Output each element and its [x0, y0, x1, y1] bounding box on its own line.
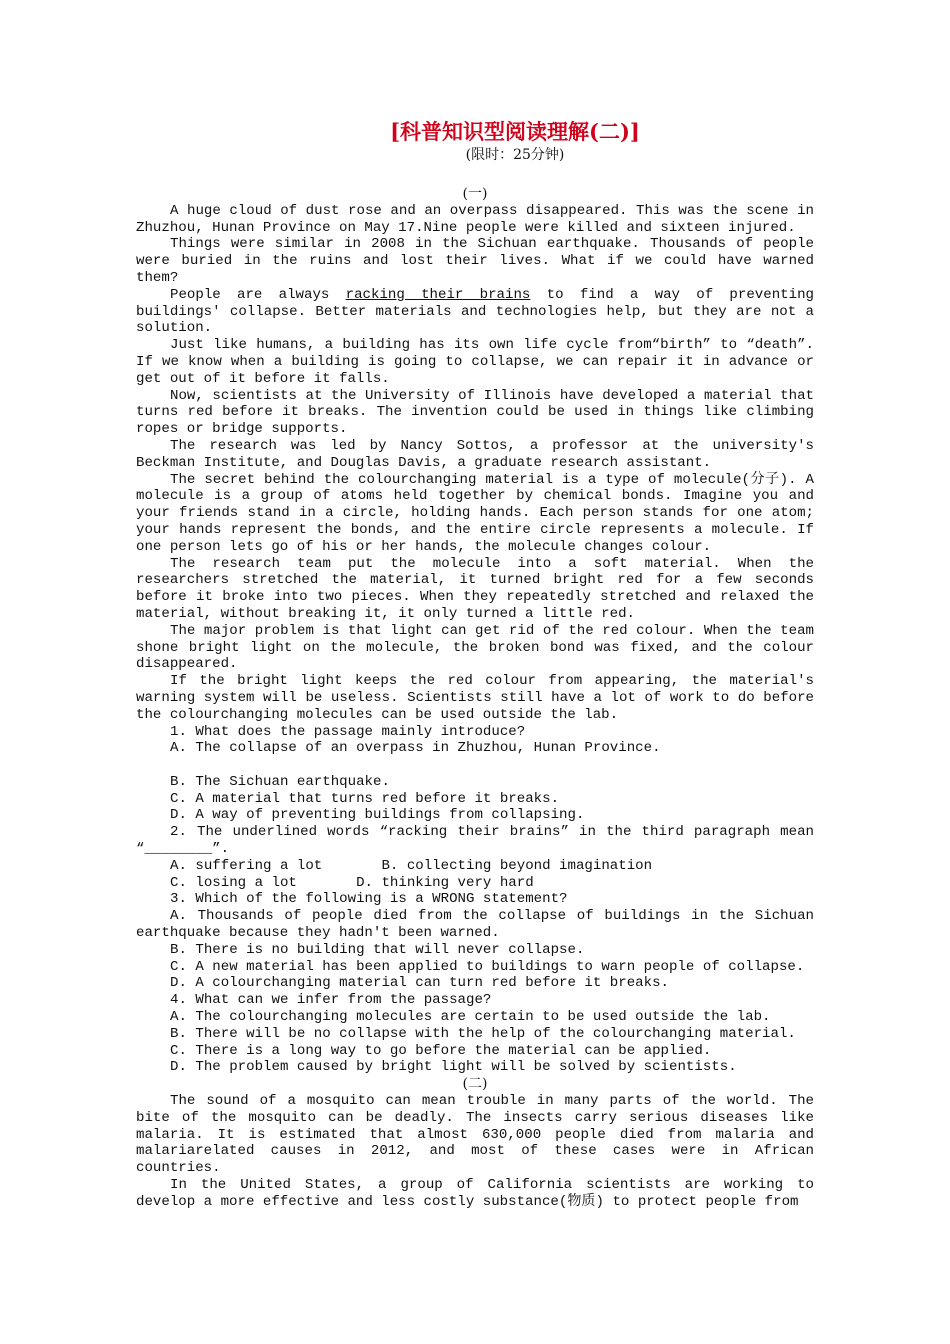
question-stem: 3. Which of the following is a WRONG statement? [170, 891, 568, 908]
option: D. The problem caused by bright light will be solved by scientists. [170, 1059, 737, 1076]
question-stem: 4. What can we infer from the passage? [170, 992, 492, 1009]
paragraph: If the bright light keeps the red colour from appearing, the material's warning system will be useless. Scientists still have a lot of work to do before the colourchanging molecules can be used outside the lab. [136, 673, 814, 723]
question-stem: 2. The underlined words “racking their brains” in the third paragraph mean “________”. [136, 824, 814, 858]
time-limit: (限时：25分钟) [465, 147, 565, 163]
paragraph: Just like humans, a building has its own life cycle from“birth” to “death”. If we know when a building is going to collapse, we can repair it in advance or get out of it before it falls. [136, 337, 814, 387]
option: C. losing a lot D. thinking very hard [170, 874, 534, 891]
paragraph: The research team put the molecule into a soft material. When the researchers stretched the material, it turned bright red for a few seconds before it broke into two pieces. When they repeatedly stretched and relaxed the material, without breaking it, it only turned a little red. [136, 555, 814, 622]
option: C. A new material has been applied to buildings to warn people of collapse. [170, 958, 805, 975]
paragraph: Things were similar in 2008 in the Sichuan earthquake. Thousands of people were buried in the ruins and lost their lives. What if we could have warned them? [136, 236, 814, 286]
option: B. The Sichuan earthquake. [170, 773, 390, 790]
paragraph: The sound of a mosquito can mean trouble in many parts of the world. The bite of the mosquito can be deadly. The insects carry serious diseases like malaria. It is estimated that almost 630,000 people died from malaria and malariarelated causes in 2012, and most of these cases were in African countries. [136, 1093, 814, 1177]
option: D. A colourchanging material can turn red before it breaks. [170, 975, 669, 992]
option: A. Thousands of people died from the collapse of buildings in the Sichuan earthquake because they hadn't been warned. [136, 908, 814, 942]
paragraph: People are always racking their brains to find a way of preventing buildings' collapse. Better materials and technologies help, but they are not a solution. [136, 286, 814, 337]
option: C. There is a long way to go before the material can be applied. [170, 1042, 712, 1059]
section-1-label: (一) [462, 186, 488, 202]
question-stem: 1. What does the passage mainly introduce? [170, 723, 526, 740]
option: D. A way of preventing buildings from collapsing. [170, 807, 585, 824]
paragraph: A huge cloud of dust rose and an overpass disappeared. This was the scene in Zhuzhou, Hunan Province on May 17.Nine people were killed and sixteen injured. [136, 202, 814, 236]
paragraph: The research was led by Nancy Sottos, a professor at the university's Beckman Institute, and Douglas Davis, a graduate research assistant. [136, 437, 814, 471]
paragraph: The major problem is that light can get rid of the red colour. When the team shone bright light on the molecule, the broken bond was fixed, and the colour disappeared. [136, 622, 814, 673]
document-page [136, 118, 814, 1211]
option: A. suffering a lot B. collecting beyond imagination [170, 857, 653, 874]
section-2-label: (二) [462, 1076, 488, 1093]
paragraph: The secret behind the colourchanging material is a type of molecule(分子). A molecule is a group of atoms held together by chemical bonds. Imagine you and your friends stand in a circle, holding hands. Each person stands for one atom; your hands represent the bonds, and the entire circle represents a molecule. If one person lets go of his or her hands, the molecule changes colour. [136, 471, 814, 555]
paragraph: In the United States, a group of California scientists are working to develop a more effective and less costly substance(物质) to protect people from [136, 1177, 814, 1210]
paragraph: Now, scientists at the University of Illinois have developed a material that turns red before it breaks. The invention could be used in things like climbing ropes or bridge supports. [136, 387, 814, 438]
option: C. A material that turns red before it breaks. [170, 790, 560, 807]
option: B. There will be no collapse with the help of the colourchanging material. [170, 1025, 796, 1042]
option: B. There is no building that will never collapse. [170, 941, 585, 958]
underlined-words: racking their brains [345, 286, 531, 303]
option: A. The colourchanging molecules are certain to be used outside the lab. [170, 1009, 771, 1026]
option: A. The collapse of an overpass in Zhuzhou, Hunan Province. [170, 740, 661, 757]
page-title: [科普知识型阅读理解(二)] [390, 119, 640, 144]
